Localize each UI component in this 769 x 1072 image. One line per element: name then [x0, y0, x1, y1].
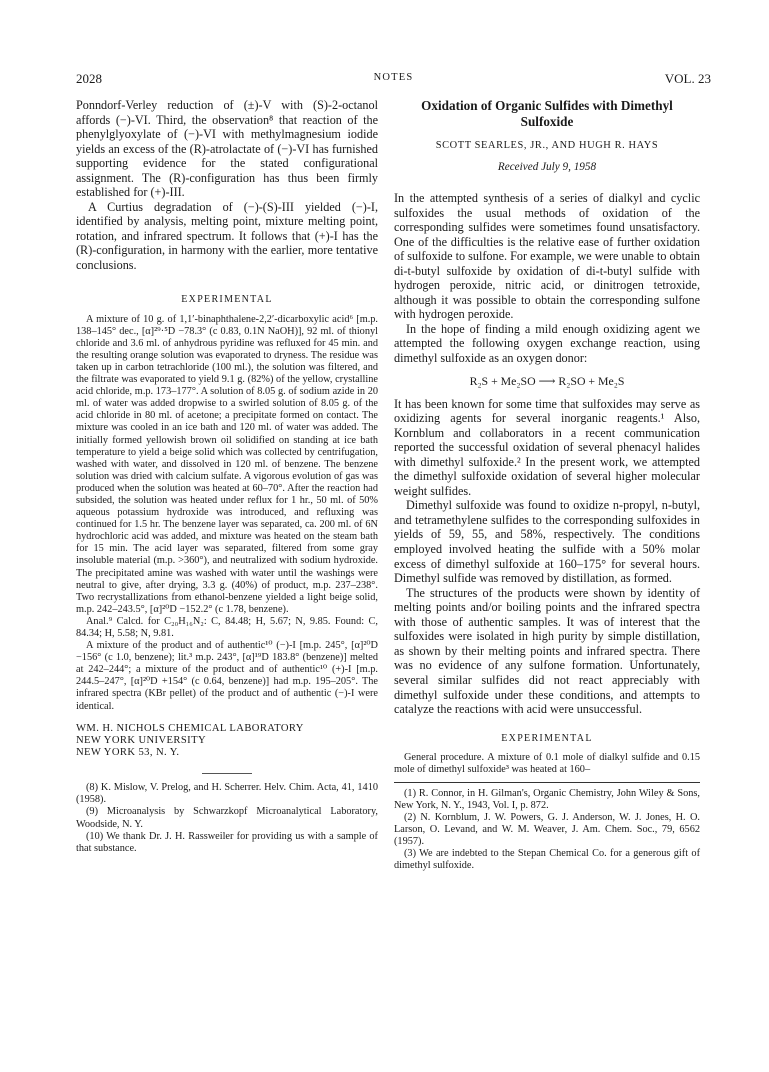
footnote: (3) We are indebted to the Stepan Chemical Co. for a generous gift of dimethyl sulfoxide.	[394, 848, 700, 872]
right-experimental-text	[394, 752, 700, 776]
footnote: (1) R. Connor, in H. Gilman's, Organic Chemistry, John Wiley & Sons, New York, N. Y., 1943, Vol. I, p. 872.	[394, 787, 700, 811]
volume-number: VOL. 23	[664, 71, 711, 86]
footnote: (2) N. Kornblum, J. W. Powers, G. J. Anderson, W. J. Jones, H. O. Larson, O. Levand, and W. M. Weaver, J. Am. Chem. Soc., 79, 6562 (1957).	[394, 811, 700, 848]
paragraph: A mixture of 10 g. of 1,1′-binaphthalene-2,2′-dicarboxylic acid⁶ [m.p. 138–145° dec., [α]²⁹·⁵D −78.3° (c 0.83, 0.1N NaOH)], 92 ml. of thionyl chloride and 3.6 ml. of anhydrous pyridine was refluxed for 45 min. and the resulting orange solution was evaporated to dryness. The residue was taken up in carbon tetrachloride (100 ml.), the solution was filtered, and the filtrate was evaporated to yield 9.1 g. (82%) of the yellow, crystalline acid chloride, m.p. 173–177°. A solution of 8.05 g. of sodium azide in 20 ml. of water was added dropwise to a swirled solution of 8.05 g. of the acid chloride in 80 ml. of acetone; a precipitate formed on contact. The mixture was cooled in an ice bath and 120 ml. of water was added. The initially formed yellowish brown oil solidified on standing at ice bath temperature to yield a beige solid which was collected by centrifugation, washed with water, and dissolved in 120 ml. of benzene. The benzene solution was dried with calcium sulfate. A vigorous evolution of gas was produced when the solution was heated at 60–70°. After the reaction had subsided, the solution was heated under reflux for 1 hr., 50 ml. of 50% aqueous potassium hydroxide was introduced, and refluxing was continued for 1.5 hr. The benzene layer was separated, ca. 200 ml. of 6N hydrochloric acid was added, and mixture was heated on the steam bath for 15 min. The acid layer was separated, filtered from some gray insoluble material (m.p. >360°), and neutralized with sodium hydroxide. The precipitated amine was washed with water until the washings were neutral to give, after drying, 3.3 g. (40%) of product, m.p. 237–238°. Two recrystallizations from ethanol-benzene yielded a light beige solid, m.p. 242–243.5°, [α]²⁰D −152.2° (c 1.78, benzene).	[76, 313, 378, 615]
footnote: (10) We thank Dr. J. H. Rassweiler for providing us with a sample of that substance.	[76, 830, 378, 854]
paragraph: A Curtius degradation of (−)-(S)-III yielded (−)-I, identified by analysis, melting point, mixture melting point, rotation, and infrared spectrum. It follows that (+)-I has the (R)-configuration, in harmony with the earlier, more tentative conclusions.	[76, 199, 378, 273]
footnote: (8) K. Mislow, V. Prelog, and H. Scherrer. Helv. Chim. Acta, 41, 1410 (1958).	[76, 782, 378, 806]
paragraph: Dimethyl sulfoxide was found to oxidize n-propyl, n-butyl, and tetramethylene sulfides to the corresponding sulfoxides in yields of 59, 55, and 58%, respectively. The conditions employed involved heating the sulfide with a 50% molar excess of dimethyl sulfoxide at 160–175° for several hours. Dimethyl sulfide was removed by distillation, as formed.	[394, 498, 700, 586]
paragraph: It has been known for some time that sulfoxides may serve as oxidizing agents for several inorganic reagents.¹ Also, Kornblum and collaborators in a recent communication reported the successful oxidation of several phenacyl halides with dimethyl sulfoxide.² In the present work, we attempted the dimethyl sulfoxide oxidation of several higher molecular weight sulfides.	[394, 396, 700, 498]
page-number: 2028	[76, 71, 102, 86]
paragraph: Ponndorf-Verley reduction of (±)-V with (S)-2-octanol affords (−)-VI. Third, the observation⁸ that reaction of the phenylglyoxylate of (−)-VI with methylmagnesium iodide yields an excess of the (R)-atrolactate of (−)-VI has furnished supporting evidence for the stated configurational assignment. The (R)-configuration has thus been firmly established for (+)-III.	[76, 98, 378, 200]
right-footnotes	[394, 788, 700, 873]
article-authors: SCOTT SEARLES, JR., AND HUGH R. HAYS	[435, 140, 659, 151]
institution-address	[76, 723, 378, 760]
address-line: NEW YORK UNIVERSITY	[76, 734, 207, 746]
left-experimental-text	[76, 314, 378, 713]
paragraph: A mixture of the product and of authentic¹⁰ (−)-I [m.p. 245°, [α]²⁰D −156° (c 1.0, benzene); lit.³ m.p. 243°, [α]¹⁹D 183.8° (benzene)] melted at 242–244°; a mixture of the product and of authentic¹⁰ (+)-I [m.p. 244.5–247°, [α]²⁰D +154° (c 0.64, benzene)] had m.p. 195–205°. The infrared spectra (KBr pellet) of the product and of authentic (−)-I were identical.	[76, 640, 378, 712]
right-column	[394, 98, 700, 872]
address-line: WM. H. NICHOLS CHEMICAL LABORATORY	[76, 722, 304, 734]
paragraph: The structures of the products were shown by identity of melting points and/or boiling points and the infrared spectra with those of authentic samples. It was of interest that the sulfoxides were isolated in high purity by simple distillation, as shown by their melting points and infrared spectra. There was no evidence of any sulfone formation. Unfortunately, several similar sulfides did not react appreciably with dimethyl sulfoxide under these conditions, and attempts to catalyze the reactions with acid were unsuccessful.	[394, 585, 700, 717]
received-date: Received July 9, 1958	[497, 161, 597, 173]
experimental-heading: EXPERIMENTAL	[501, 732, 593, 744]
left-body-text	[76, 98, 378, 273]
section-name: NOTES	[373, 72, 414, 83]
reaction-equation: R₂S + Me₂SO ⟶ R₂SO + Me₂S	[469, 373, 625, 388]
footnote: (9) Microanalysis by Schwarzkopf Microanalytical Laboratory, Woodside, N. Y.	[76, 806, 378, 830]
left-footnotes	[76, 782, 378, 855]
left-column	[76, 98, 378, 855]
running-header	[76, 71, 711, 87]
article-title: Oxidation of Organic Sulfides with Dimethyl Sulfoxide	[421, 98, 673, 129]
paragraph: Anal.⁹ Calcd. for C₂₀H₁₆N₂: C, 84.48; H, 5.67; N, 9.85. Found: C, 84.34; H, 5.58; N, 9.81.	[76, 615, 378, 639]
address-line: NEW YORK 53, N. Y.	[76, 747, 180, 759]
paragraph: In the hope of finding a mild enough oxidizing agent we attempted the following oxygen exchange reaction, using dimethyl sulfoxide as an oxygen donor:	[394, 321, 700, 366]
right-body-text-continued	[394, 397, 700, 717]
right-body-text	[394, 191, 700, 366]
experimental-heading: EXPERIMENTAL	[181, 293, 273, 305]
paragraph: General procedure. A mixture of 0.1 mole of dialkyl sulfide and 0.15 mole of dimethyl sulfoxide³ was heated at 160–	[394, 751, 700, 775]
paragraph: In the attempted synthesis of a series of dialkyl and cyclic sulfoxides the usual methods of oxidation of the corresponding sulfides were sometimes found unsatisfactory. One of the difficulties is the relative ease of further oxidation of sulfoxide to sulfone. For example, we were unable to obtain di-t-butyl sulfoxide by oxidation of di-t-butyl sulfide with hydrogen peroxide, nitric acid, or dinitrogen tetroxide, although it was possible to obtain the corresponding sulfone with hydrogen peroxide.	[394, 191, 700, 322]
